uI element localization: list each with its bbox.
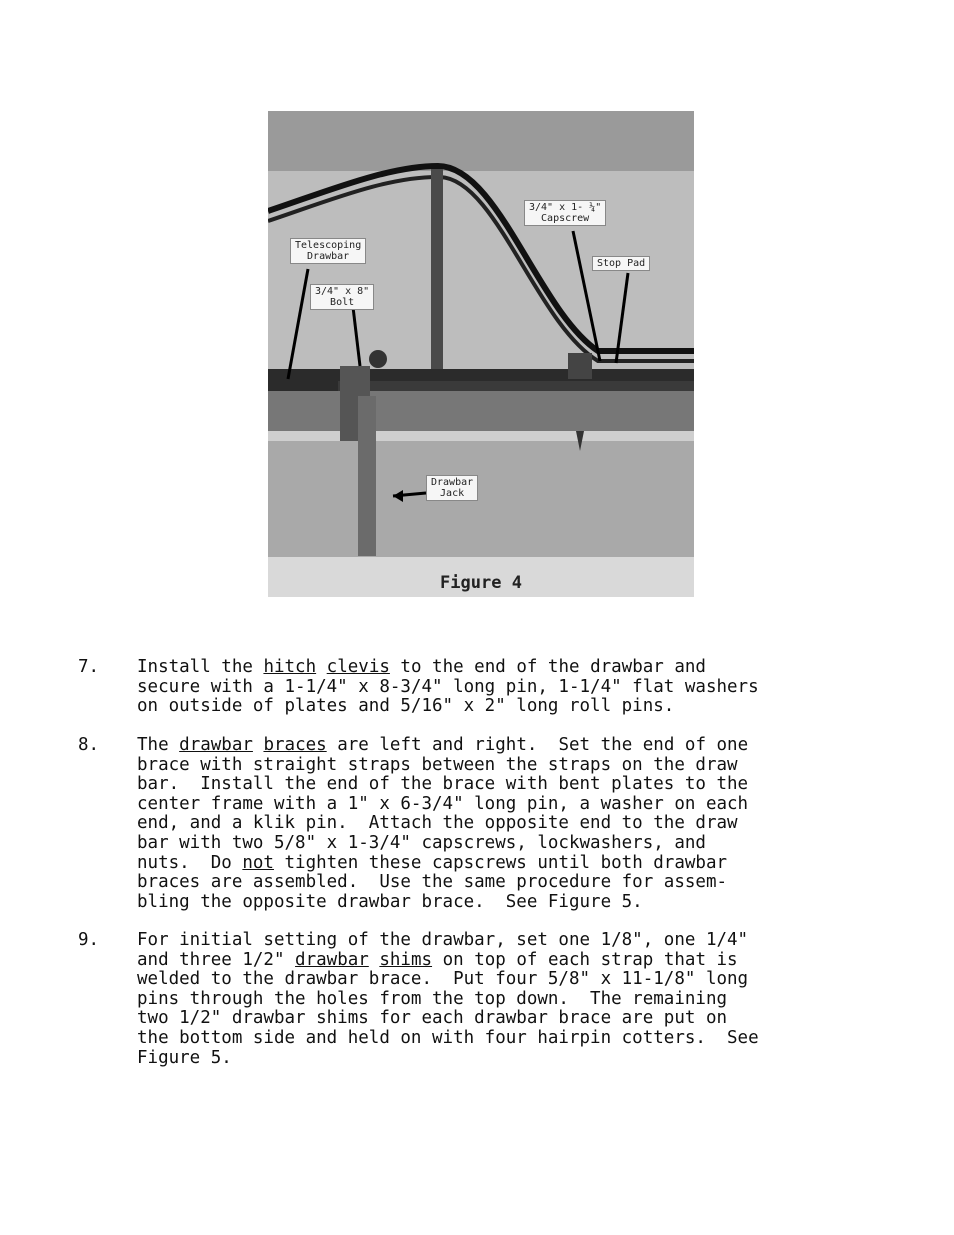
- drawbar-photo: [268, 111, 694, 557]
- underlined-term: braces: [263, 735, 327, 755]
- underlined-term: drawbar: [295, 949, 369, 970]
- callout-telescoping-drawbar: Telescoping Drawbar: [290, 238, 366, 264]
- step-number: 8.: [78, 735, 100, 755]
- step-text: The drawbar braces are left and right. Set the end of one brace with straight straps between the straps on the draw bar. Install the end of the brace with bent plates to the center frame with a 1" x 6-3/4" long pin, a washer on each end, and a klik pin. Attach the opposite end to the draw bar with two 5/8" x 1-3/4" capscrews, lockwashers, and nuts. Do not tighten these capscrews until both drawbar braces are assembled. Use the same procedure for assem- bling the opposite drawbar brace. See Figure 5.: [137, 735, 749, 912]
- figure-4: [268, 111, 694, 597]
- underlined-term: not: [242, 852, 274, 873]
- underlined-term: clevis: [326, 657, 390, 677]
- step-text: For initial setting of the drawbar, set one 1/8", one 1/4" and three 1/2" drawbar shims on top of each strap that is welded to the drawbar brace. Put four 5/8" x 11-1/8" long pins through the holes from the top down. The remaining two 1/2" drawbar shims for each drawbar brace are put on the bottom side and held on with four hairpin cotters. See Figure 5.: [137, 930, 759, 1068]
- step-number: 7.: [78, 657, 100, 677]
- underlined-term: hitch: [263, 657, 317, 677]
- callout-drawbar-jack: Drawbar Jack: [426, 475, 478, 501]
- underlined-term: shims: [379, 949, 433, 970]
- callout-bolt: 3/4" x 8" Bolt: [310, 284, 374, 310]
- callout-stop-pad: Stop Pad: [592, 256, 650, 271]
- underlined-term: drawbar: [179, 735, 253, 755]
- callout-capscrew: 3/4" x 1- ¼" Capscrew: [524, 200, 606, 226]
- figure-caption: Figure 4: [440, 573, 522, 593]
- step-number: 9.: [78, 930, 100, 950]
- step-text: Install the hitch clevis to the end of the drawbar and secure with a 1-1/4" x 8-3/4" long pin, 1-1/4" flat washers on outside of plates and 5/16" x 2" long roll pins.: [137, 657, 759, 717]
